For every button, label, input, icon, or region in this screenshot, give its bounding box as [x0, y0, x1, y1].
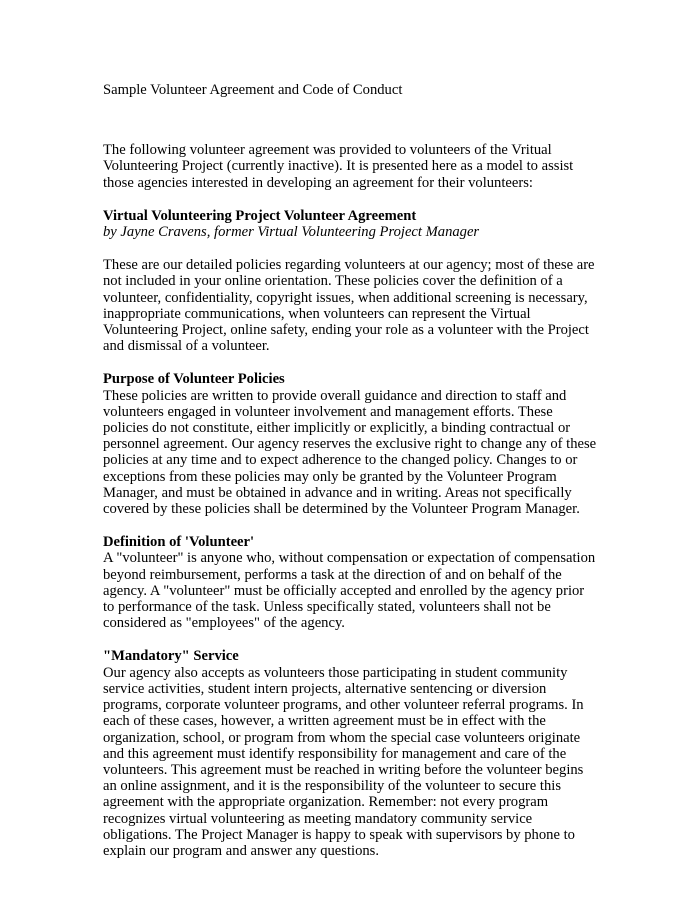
document-title: Sample Volunteer Agreement and Code of Conduct	[103, 82, 403, 98]
section-heading: "Mandatory" Service	[103, 648, 239, 665]
section-definition	[103, 534, 599, 631]
agreement-title: Virtual Volunteering Project Volunteer Agreement	[103, 207, 417, 224]
document-page	[103, 82, 599, 876]
section-purpose	[103, 371, 599, 517]
overview-paragraph: These are our detailed policies regarding volunteers at our agency; most of these are not included in your online orientation. These policies cover the definition of a volunteer, confidentiality, copyright issues, when additional screening is necessary, inappropriate communications, when volunteers can represent the Virtual Volunteering Project, online safety, ending your role as a volunteer with the Project and dismissal of a volunteer.	[103, 257, 595, 355]
section-body: A "volunteer" is anyone who, without compensation or expectation of compensation beyond reimbursement, performs a task at the direction of and on behalf of the agency. A "volunteer" must be officially accepted and enrolled by the agency prior to performance of the task. Unless specifically stated, volunteers shall not be considered as "employees" of the agency.	[103, 550, 596, 632]
author-byline: by Jayne Cravens, former Virtual Volunteering Project Manager	[103, 224, 480, 241]
section-heading: Purpose of Volunteer Policies	[103, 371, 285, 388]
section-body: Our agency also accepts as volunteers those participating in student community service activities, student intern projects, alternative sentencing or diversion programs, corporate volunteer programs, and other volunteer referral programs. In each of these cases, however, a written agreement must be in effect with the organization, school, or program from whom the special case volunteers originate and this agreement must identify responsibility for management and care of the volunteers. This agreement must be reached in writing before the volunteer begins an online assignment, and it is the responsibility of the volunteer to secure this agreement with the appropriate organization. Remember: not every program recognizes virtual volunteering as meeting mandatory community service obligations. The Project Manager is happy to speak with supervisors by phone to explain our program and answer any questions.	[103, 664, 584, 859]
intro-paragraph: The following volunteer agreement was provided to volunteers of the Vritual Volunteering Project (currently inactive). It is presented here as a model to assist those agencies interested in developing an agreement for their volunteers:	[103, 142, 574, 191]
section-body: These policies are written to provide overall guidance and direction to staff and volunteers engaged in volunteer involvement and management efforts. These policies do not constitute, either implicitly or explicitly, a binding contractual or personnel agreement. Our agency reserves the exclusive right to change any of these policies at any time and to expect adherence to the changed policy. Changes to or exceptions from these policies may only be granted by the Volunteer Program Manager, and must be obtained in advance and in writing. Areas not specifically covered by these policies shall be determined by the Volunteer Program Manager.	[103, 387, 597, 518]
section-heading: Definition of 'Volunteer'	[103, 534, 255, 551]
section-mandatory-service	[103, 648, 599, 859]
